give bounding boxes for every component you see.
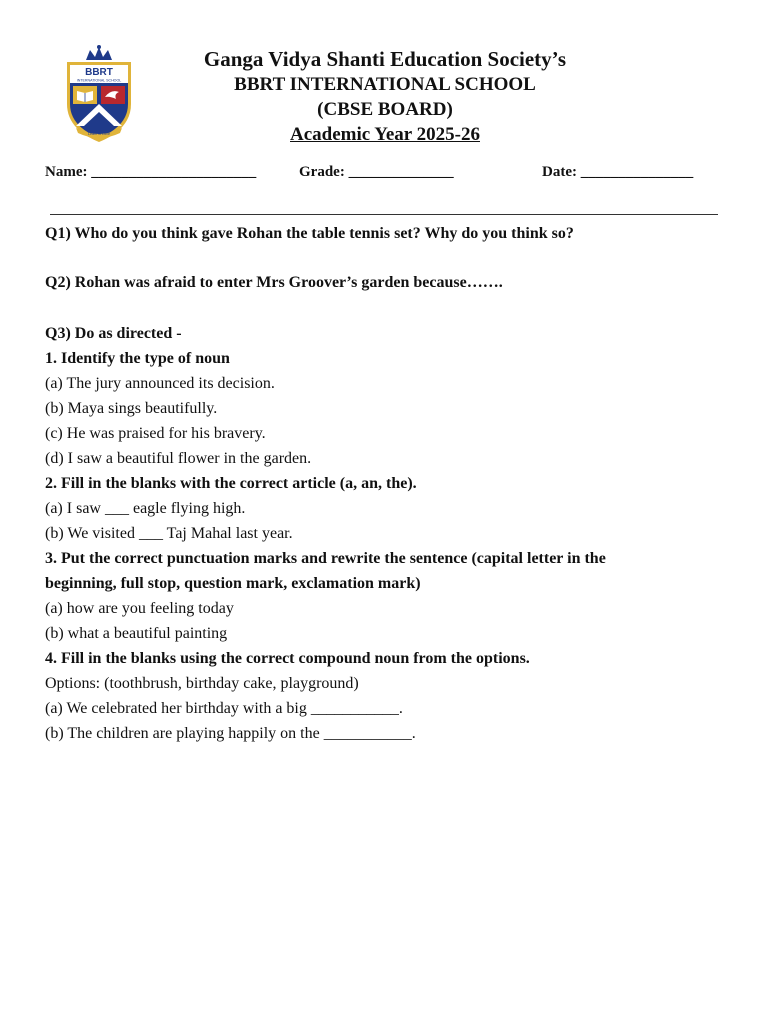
list-item: (a) We celebrated her birthday with a big ___________. xyxy=(45,700,403,717)
logo-name: BBRT xyxy=(85,67,113,78)
question-2: Q2) Rohan was afraid to enter Mrs Groover’s garden because……. xyxy=(45,274,503,291)
list-item: (a) The jury announced its decision. xyxy=(45,375,275,392)
question-1: Q1) Who do you think gave Rohan the table tennis set? Why do you think so? xyxy=(45,225,574,242)
society-title: Ganga Vidya Shanti Education Society’s xyxy=(203,47,567,71)
list-item: (a) I saw ___ eagle flying high. xyxy=(45,500,246,517)
list-item: (b) The children are playing happily on the ___________. xyxy=(45,725,416,742)
section-4-title: 4. Fill in the blanks using the correct compound noun from the options. xyxy=(45,650,530,667)
name-field[interactable]: Name: ______________________ xyxy=(45,164,257,180)
school-name: BBRT INTERNATIONAL SCHOOL xyxy=(234,74,536,95)
list-item: (b) We visited ___ Taj Mahal last year. xyxy=(45,525,293,542)
logo-motto: Learn to Love xyxy=(88,132,110,136)
section-1-title: 1. Identify the type of noun xyxy=(45,350,230,367)
list-item: (b) Maya sings beautifully. xyxy=(45,400,218,417)
divider xyxy=(50,214,718,215)
logo-subname: INTERNATIONAL SCHOOL xyxy=(76,78,122,83)
date-field[interactable]: Date: _______________ xyxy=(542,164,694,180)
school-logo xyxy=(64,44,134,144)
section-2-title: 2. Fill in the blanks with the correct article (a, an, the). xyxy=(45,475,417,492)
question-3-title: Q3) Do as directed - xyxy=(45,325,182,342)
list-item: (c) He was praised for his bravery. xyxy=(45,425,266,442)
list-item: (a) how are you feeling today xyxy=(45,600,234,617)
section-3-title: 3. Put the correct punctuation marks and rewrite the sentence (capital letter in the xyxy=(45,550,606,567)
grade-field[interactable]: Grade: ______________ xyxy=(299,164,454,180)
board-name: (CBSE BOARD) xyxy=(317,99,453,120)
list-item: (b) what a beautiful painting xyxy=(45,625,228,642)
section-3-title-cont: beginning, full stop, question mark, exclamation mark) xyxy=(45,575,421,592)
list-item: (d) I saw a beautiful flower in the garden. xyxy=(45,450,312,467)
options-line: Options: (toothbrush, birthday cake, playground) xyxy=(45,675,359,692)
academic-year: Academic Year 2025-26 xyxy=(290,124,480,145)
